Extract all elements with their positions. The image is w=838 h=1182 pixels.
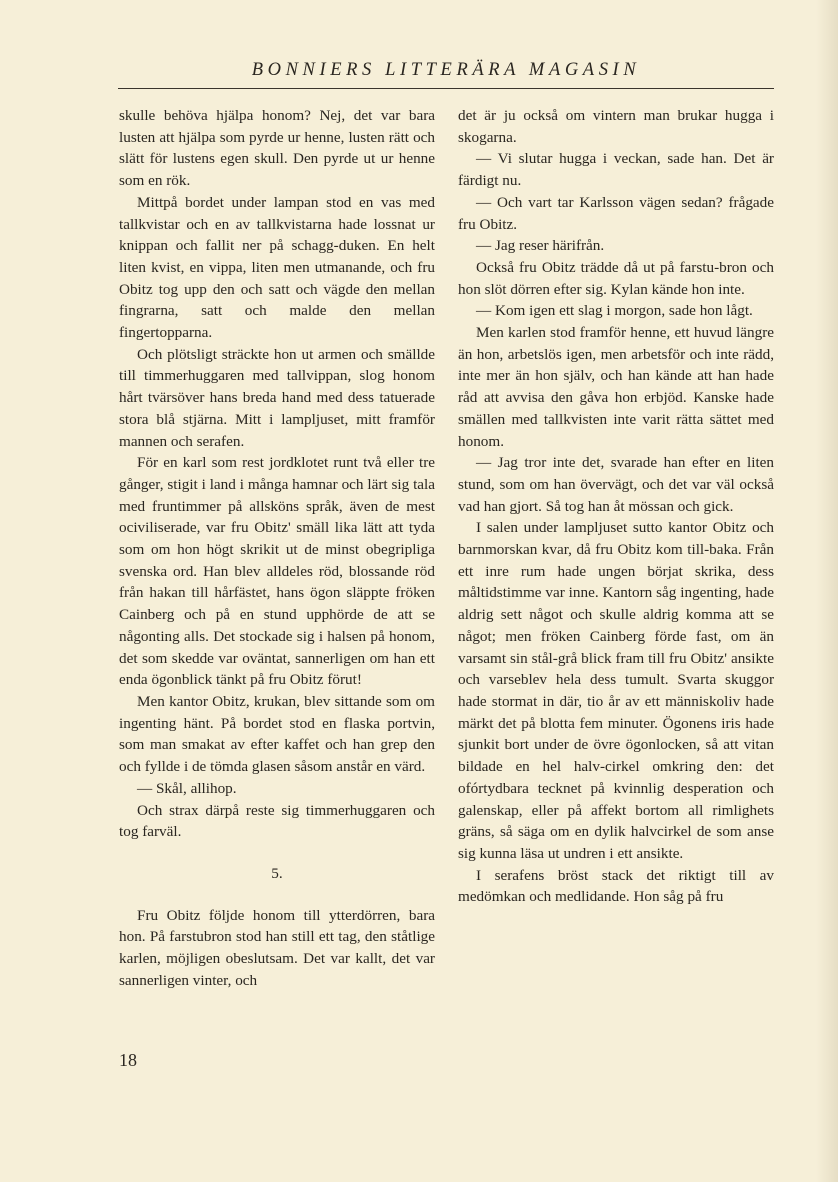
page-number: 18 [119,1050,137,1070]
paragraph: Men kantor Obitz, krukan, blev sittande som om ingenting hänt. På bordet stod en flaska portvin, som man smakat av efter kaffet och han grep den och fyllde i de tömda glasen såsom anstår en värd. [119,692,435,776]
dialogue-line: — Jag tror inte det, svarade han efter en liten stund, som om han övervägt, och det var väl också vad han gjort. Så tog han åt mössan och gick. [458,454,774,515]
paragraph: Och strax därpå reste sig timmerhuggaren och tog farväl. [119,801,435,841]
paragraph: skulle behöva hjälpa honom? Nej, det var bara lusten att hjälpa som pyrde ur henne, lusten rätt och slätt för lustens egen skull. Den pyrde ut ur henne som en rök. [119,107,435,190]
dialogue-line: — Kom igen ett slag i morgon, sade hon lågt. [476,302,753,320]
running-header: BONNIERS LITTERÄRA MAGASIN [251,60,641,80]
page-edge-shadow [816,0,838,1182]
dialogue-line: — Vi slutar hugga i veckan, sade han. Det är färdigt nu. [458,150,774,190]
dialogue-line: — Skål, allihop. [137,779,237,797]
paragraph: I salen under lampljuset sutto kantor Obitz och barnmorskan kvar, då fru Obitz kom till-baka. Från ett inre rum hade ungen börjat skrika, dess måltidstimme var inne. Kantorn såg ingenting, hade aldrig sett något och skulle aldrig komma att se något; men fröken Cainberg förde fast, om än varsamt sin stål-grå blick fram till fru Obitz' ansikte och varseblev hela dess tumult. Svarta skuggor hade stormat in där, tio år av ett människoliv hade märkt det på blotta fem minuter. Ögonens iris hade sjunkit bort under de övre ögonlocken, så att vitan bildade en hel halv-cirkel omkring den: det ofórtydbara tecknet på kvinnlig desperation och galenskap, eller på affekt bortom all rimlighets gräns, så säga om en dylik halvcirkel de som anse sig kunna läsa ut undren i ett ansikte. [458,519,774,862]
paragraph: För en karl som rest jordklotet runt två eller tre gånger, stigit i land i många hamnar och lärt sig tala med fruntimmer på allsköns språk, även de mest ociviliserade, var fru Obitz' smäll lika lätt att tyda som om hon högt skrikit ut de minst obegripliga svenska ord. Han blev alldeles röd, blossande röd från hakan till hårfästet, hans ögon släppte fröken Cainberg och på en stund upphörde de att se någonting alls. Det stockade sig i halsen på honom, det som skedde var oväntat, sannerligen om han ett enda ögonblick tänkt på fru Obitz förut! [119,454,435,689]
paragraph: Och plötsligt sträckte hon ut armen och smällde till timmerhuggaren med tallvippan, slog honom hårt tvärsöver hans breda hand med dess tatuerade stora blå stjärna. Mitt i lampljuset, mitt framför mannen och serafen. [119,345,435,450]
paragraph: det är ju också om vintern man brukar hugga i skogarna. [458,107,774,146]
paragraph: I serafens bröst stack det riktigt till av medömkan och medlidande. Hon såg på fru [458,866,774,906]
right-column [458,105,774,908]
left-column [119,105,435,991]
dialogue-line: — Och vart tar Karlsson vägen sedan? frågade fru Obitz. [458,193,774,233]
paragraph: Men karlen stod framför henne, ett huvud längre än hon, arbetslös igen, men arbetsför och inte rädd, inte mer än hon själv, och han kände att han hade råd att avvisa den gåva hon erbjöd. Kanske hade smällen med tallkvisten inte varit rätta sättet med honom. [458,324,774,450]
paragraph: Fru Obitz följde honom till ytterdörren, bara hon. På farstubron stod han still ett tag, den ståtlige karlen, möjligen obeslutsam. Det var kallt, det var sannerligen vinter, och [119,906,435,989]
dialogue-line: — Jag reser härifrån. [476,237,605,255]
section-number: 5. [271,864,283,882]
header-rule [118,88,774,89]
paragraph: Mittpå bordet under lampan stod en vas med tallkvistar och en av tallkvistarna hade lossnat ur knippan och fallit ner på schagg-duken. En helt liten kvist, en vippa, liten men utmanande, och fru Obitz tog upp den och satt och vägde den mellan fingrarna, satt och malde den mellan fingertopparna. [119,193,435,342]
paragraph: Också fru Obitz trädde då ut på farstu-bron och hon slöt dörren efter sig. Kylan kände hon inte. [458,258,774,298]
